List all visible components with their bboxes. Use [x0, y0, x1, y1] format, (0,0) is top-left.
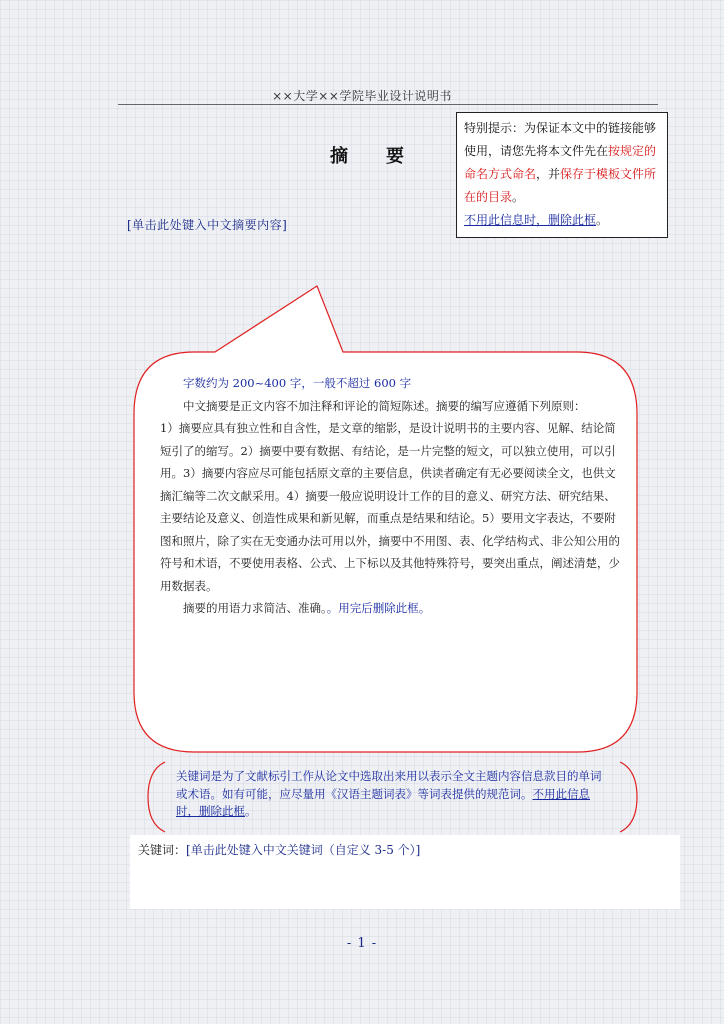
abstract-placeholder-field[interactable]: [单击此处键入中文摘要内容] [127, 218, 288, 232]
keywords-placeholder-field[interactable]: [单击此处键入中文关键词（自定义 3-5 个）] [186, 843, 421, 857]
guidance-para-1: 中文摘要是正文内容不加注释和评论的简短陈述。摘要的编写应遵循下列原则： [183, 398, 586, 413]
notice-line-2: 使用，请您先将本文件先在按规定的 [464, 144, 657, 158]
guidance-para-3: 摘要的用语力求简洁、准确。。用完后删除此框。 [183, 601, 431, 615]
abstract-heading-char-2: 要 [386, 146, 406, 167]
page-number: - 1 - [346, 936, 378, 951]
header-title: ××大学××学院毕业设计说明书 [272, 89, 452, 103]
keyword-guidance-text: 关键词是为了文献标引工作从论文中选取出来用以表示全文主题内容信息款目的单词或术语。如有可能，应尽量用《汉语主题词表》等词表提供的规范词。不用此信息时，删除此框。 [176, 769, 602, 818]
word-count-note: 字数约为 200~400 字，一般不超过 600 字 [183, 376, 412, 390]
abstract-guidance-text [160, 372, 622, 620]
delete-notice-link[interactable]: 不用此信息时，删除此框 [464, 213, 597, 227]
notice-line-5: 不用此信息时，删除此框。 [464, 213, 609, 227]
abstract-heading-char-1: 摘 [330, 146, 350, 167]
keywords-label: 关键词： [138, 843, 187, 857]
notice-line-4: 在的目录。 [464, 190, 525, 204]
notice-line-1: 特别提示：为保证本文中的链接能够 [464, 121, 657, 135]
delete-keyword-note-link[interactable]: 不用此信息时，删除此框 [176, 786, 590, 818]
guidance-para-2: 1）摘要应具有独立性和自含性，是文章的缩影，是设计说明书的主要内容、见解、结论简短引了的缩写。2）摘要中要有数据、有结论，是一片完整的短文，可以独立使用，可以引用。3）摘要内容应尽可能包括原文章的主要信息，供读者确定有无必要阅读全文，也供文摘汇编等二次文献采用。4）摘要一般应说明设计工作的目的意义、研究方法、研究结果、主要结论及意义、创造性成果和新见解，而重点是结果和结论。5）要用文字表达，不要附图和照片，除了实在无变通办法可用以外，摘要中不用图、表、化学结构式、非公知公用的符号和术语，不要使用表格、公式、上下标以及其他特殊符号，要突出重点，阐述清楚，少用数据表。 [160, 421, 620, 593]
notice-line-3: 命名方式命名，并保存于模板文件所 [464, 167, 657, 181]
keywords-line [138, 841, 420, 858]
